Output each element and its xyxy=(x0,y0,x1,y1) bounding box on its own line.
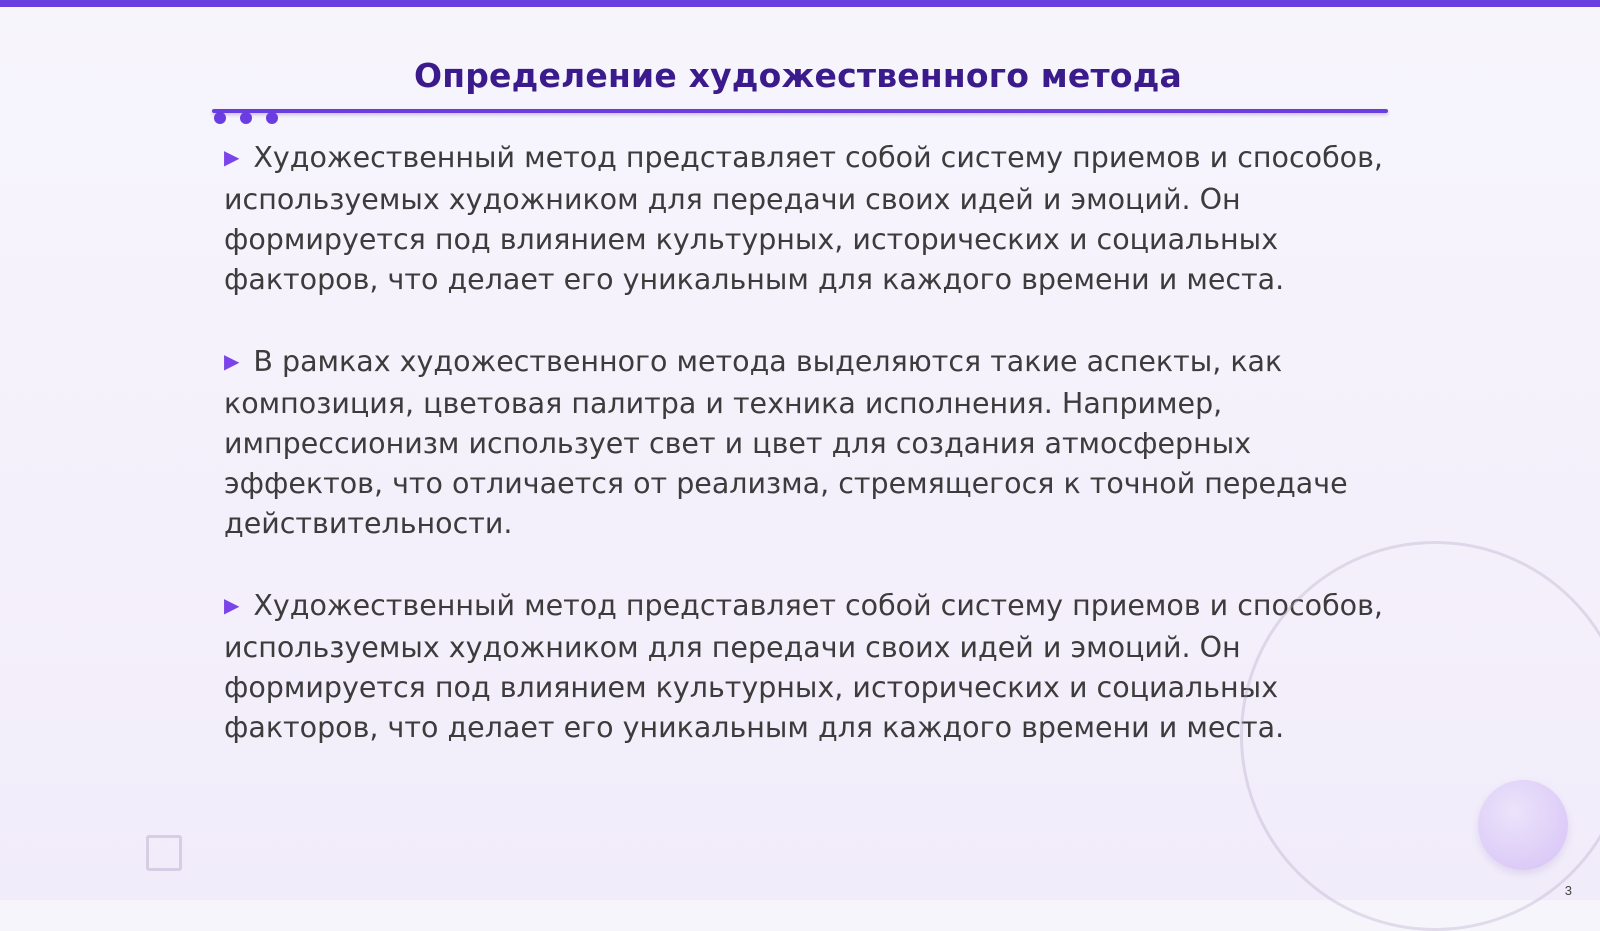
page-number: 3 xyxy=(1564,883,1572,898)
decor-ring xyxy=(1240,541,1600,931)
slide-title: Определение художественного метода xyxy=(413,56,1183,95)
decor-circle xyxy=(1478,780,1568,870)
title-underline xyxy=(212,109,1388,113)
paragraph-text: В рамках художественного метода выделяются такие аспекты, как композиция, цветовая палитра и техника исполнения. Например, импрессионизм использует свет и цвет для создания атмосферных эффектов, что отличается от реализма, стремящегося к точной передаче действительности. xyxy=(224,345,1348,540)
decor-dot xyxy=(240,112,252,124)
paragraph-text: Художественный метод представляет собой систему приемов и способов, используемых художником для передачи своих идей и эмоций. Он формируется под влиянием культурных, исторических и социальных факторов, что делает его уникальным для каждого времени и места. xyxy=(224,589,1383,744)
decor-dot xyxy=(214,112,226,124)
bullet-paragraph xyxy=(224,138,1404,300)
paragraph-text: Художественный метод представляет собой систему приемов и способов, используемых художником для передачи своих идей и эмоций. Он формируется под влиянием культурных, исторических и социальных факторов, что делает его уникальным для каждого времени и места. xyxy=(224,141,1383,296)
bullet-paragraph xyxy=(224,586,1404,748)
bullet-paragraph xyxy=(224,342,1404,544)
triangle-bullet-icon: ▶ xyxy=(224,145,240,169)
top-accent-bar xyxy=(0,0,1600,7)
triangle-bullet-icon: ▶ xyxy=(224,349,240,373)
triangle-bullet-icon: ▶ xyxy=(224,593,240,617)
decor-dot xyxy=(266,112,278,124)
slide-body xyxy=(224,138,1404,790)
decor-square xyxy=(146,835,182,871)
